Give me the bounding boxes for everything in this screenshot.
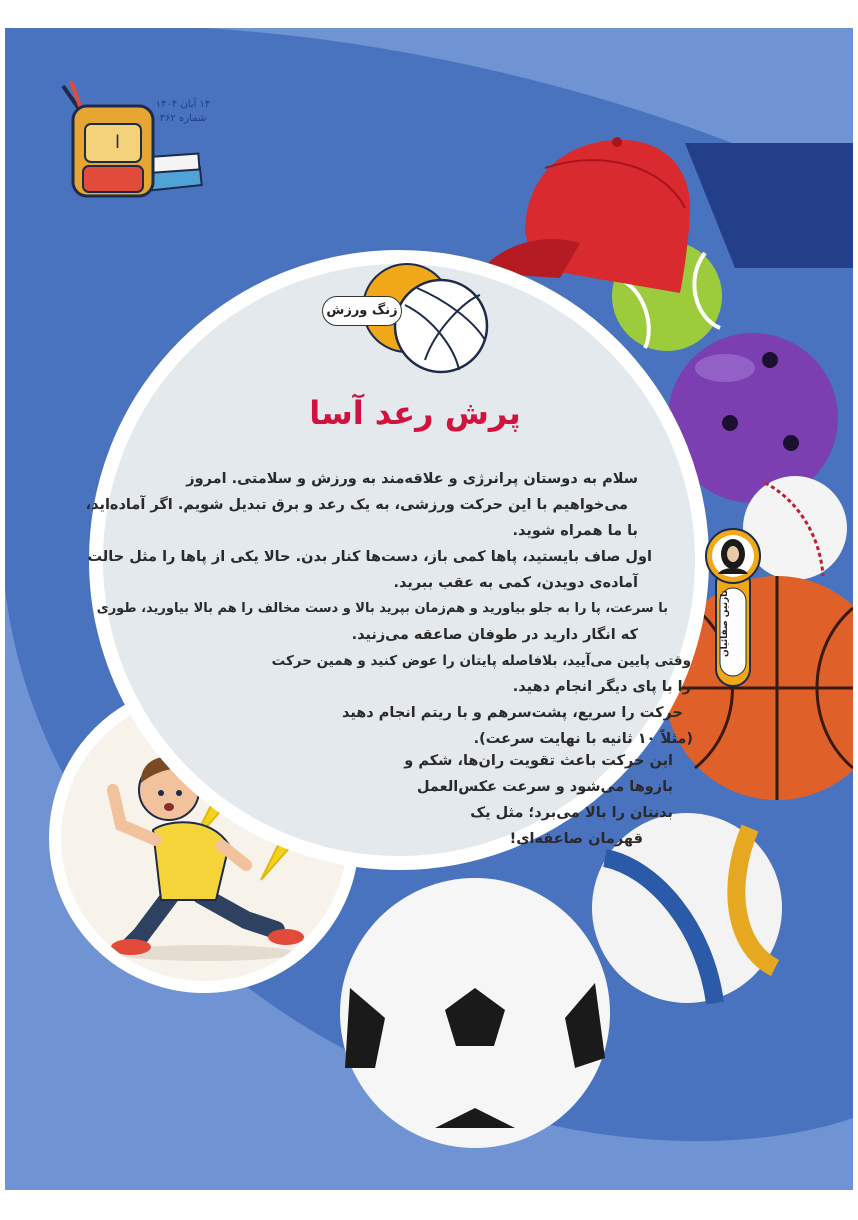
- paragraph-line: اول صاف بایستید، پاها کمی باز، دست‌ها کنار بدن. حالا یکی از پاها را مثل حالت: [87, 549, 652, 565]
- magazine-page: [5, 28, 853, 1190]
- issue-info: [147, 98, 219, 126]
- article-body: [85, 466, 668, 648]
- author-name: نازنین صفائیان: [720, 590, 730, 658]
- paragraph-line: با ما همراه شوید.: [512, 523, 638, 539]
- paragraph-line: که انگار دارید در طوفان صاعقه می‌زنید.: [351, 627, 638, 643]
- article-body-steps: [342, 700, 693, 752]
- issue-number: شماره ۳۶۲: [159, 113, 207, 124]
- article-title: پرش رعد آسا: [309, 394, 521, 432]
- paragraph-line: سلام به دوستان پرانرژی و علاقه‌مند به ورزش و سلامتی. امروز: [186, 471, 638, 487]
- paragraph-line: حرکت را سریع، پشت‌سرهم و با ریتم انجام دهید: [341, 705, 683, 721]
- paragraph-line: این حرکت باعث تقویت ران‌ها، شکم و: [404, 753, 673, 769]
- paragraph-line: بازوها می‌شود و سرعت عکس‌العمل: [416, 779, 673, 795]
- paragraph-line: آماده‌ی دویدن، کمی به عقب ببرید.: [393, 575, 638, 591]
- paragraph-line: بدنتان را بالا می‌برد؛ مثل یک: [470, 805, 673, 821]
- paragraph-line: با سرعت، پا را به جلو بیاورید و هم‌زمان بپرید بالا و دست مخالف را هم بالا بیاورید، طوری: [96, 601, 668, 616]
- article-body-continued: [272, 648, 691, 700]
- red-cap: [483, 137, 690, 293]
- article-body-benefits: [404, 748, 673, 852]
- issue-date: ۱۴ آبان ۱۴۰۴: [155, 99, 211, 110]
- paragraph-line: وقتی پایین می‌آیید، بلافاصله پایتان را عوض کنید و همین حرکت: [271, 653, 691, 669]
- svg-text:ا: ا: [115, 132, 121, 153]
- section-badge: زنگ ورزش: [322, 296, 402, 326]
- soccer-ball: [340, 878, 610, 1148]
- paragraph-line: را با پای دیگر انجام دهید.: [512, 679, 691, 695]
- paragraph-line: می‌خواهیم با این حرکت ورزشی، به یک رعد و برق تبدیل شویم. اگر آماده‌اید،: [85, 497, 628, 513]
- paragraph-line: (مثلاً ۱۰ ثانیه با نهایت سرعت).: [473, 731, 693, 747]
- backpack-icon: [43, 76, 213, 211]
- paragraph-line: قهرمان صاعقه‌ای!: [509, 831, 643, 847]
